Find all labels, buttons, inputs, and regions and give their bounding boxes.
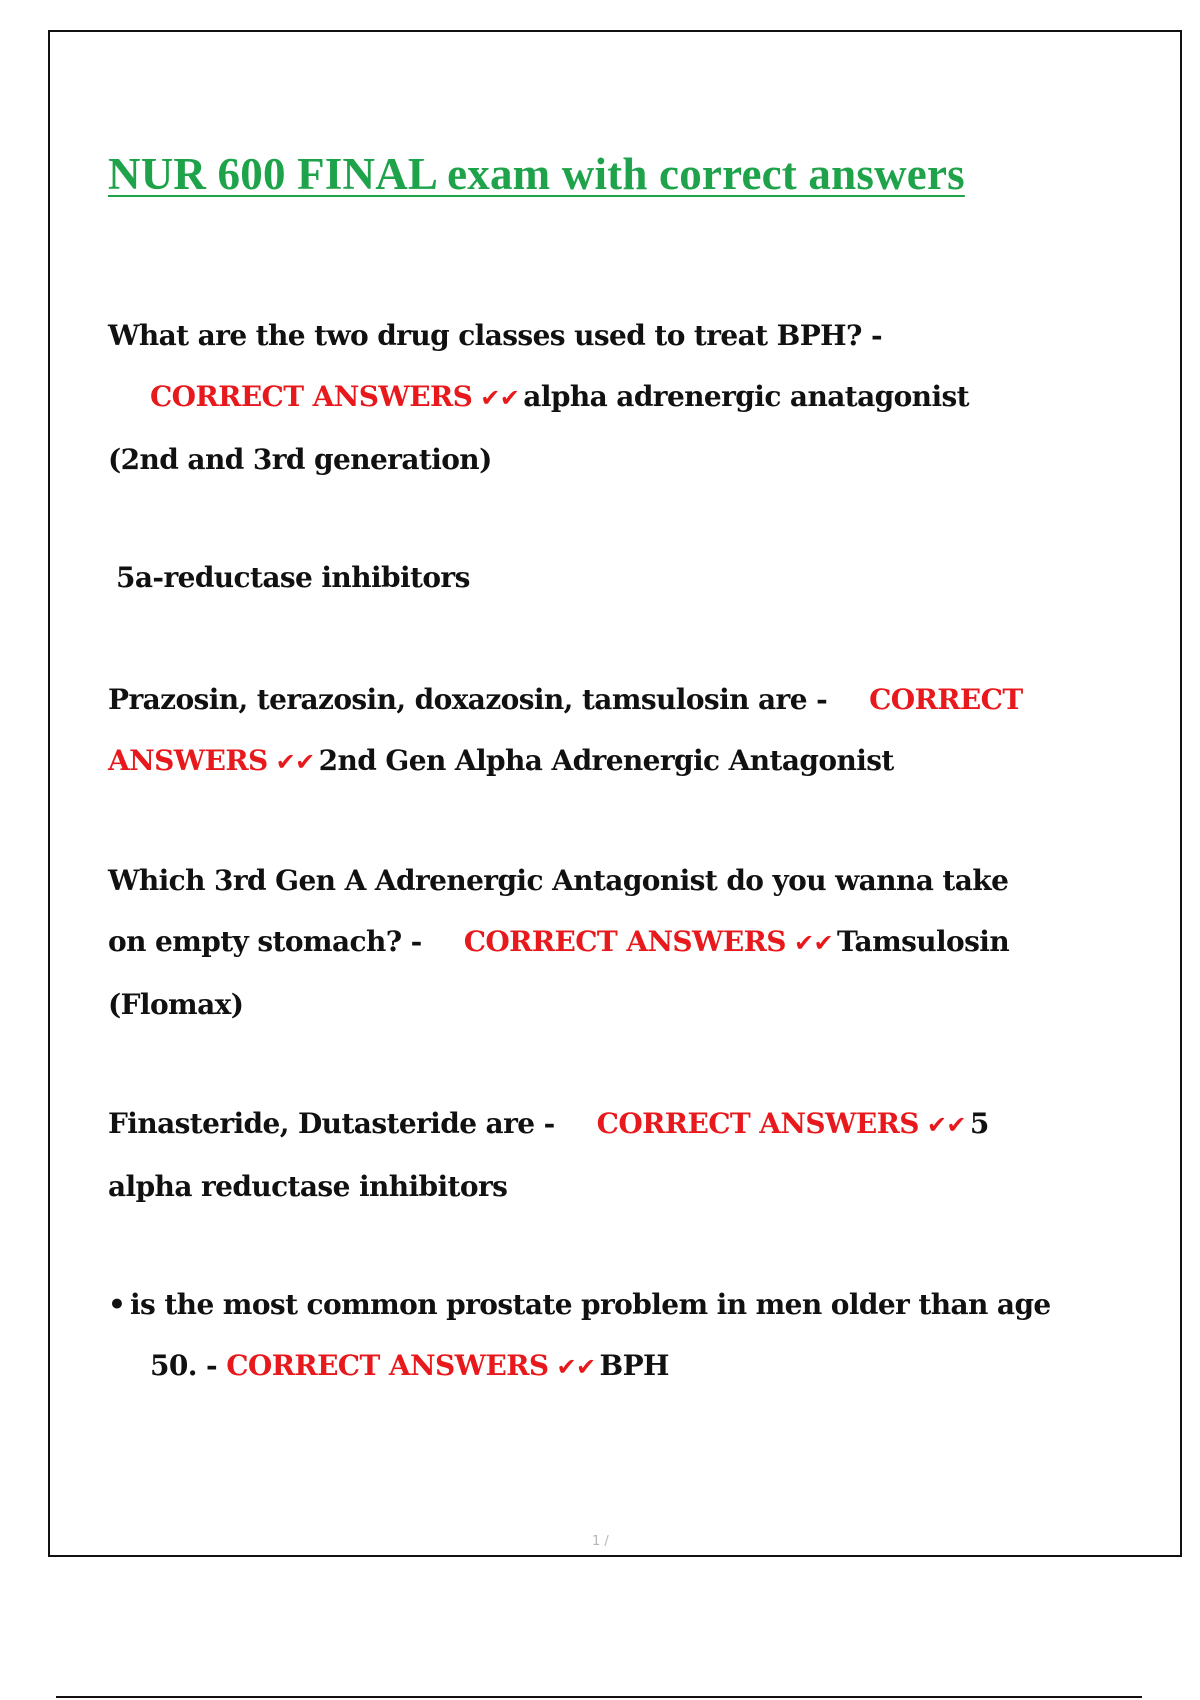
double-check-icon: ✔✔	[275, 748, 315, 776]
answer-text: Tamsulosin (Flomax)	[108, 925, 1010, 1021]
correct-answers-label: CORRECT ANSWERS	[226, 1349, 549, 1382]
answer-text: 2nd Gen Alpha Adrenergic Antagonist	[318, 744, 894, 777]
qa-item	[108, 1093, 1038, 1217]
double-check-icon: ✔✔	[793, 929, 833, 957]
page-divider	[56, 1696, 1142, 1698]
page-number: 1 /	[592, 1534, 609, 1549]
qa-item	[108, 1274, 1090, 1398]
qa-item	[108, 669, 1038, 793]
answer-text: alpha adrenergic anatagonist (2nd and 3rd generation)	[108, 380, 969, 476]
correct-answers-label: CORRECT ANSWERS	[150, 380, 473, 413]
correct-answers-label: CORRECT ANSWERS	[596, 1107, 919, 1140]
answer-text: BPH	[599, 1349, 669, 1382]
question-text: Which 3rd Gen A Adrenergic Antagonist do you wanna take on empty stomach? -	[108, 864, 1009, 958]
question-text: Finasteride, Dutasteride are -	[108, 1107, 555, 1140]
correct-answers-label: CORRECT ANSWERS	[108, 683, 1023, 777]
correct-answers-label: CORRECT ANSWERS	[463, 925, 786, 958]
double-check-icon: ✔✔	[926, 1111, 966, 1139]
answer-continuation: 5a-reductase inhibitors	[116, 561, 470, 594]
bullet-icon: •	[108, 1288, 126, 1321]
double-check-icon: ✔✔	[556, 1353, 596, 1381]
qa-item	[108, 850, 1038, 1035]
qa-item	[108, 305, 1038, 490]
document-title: NUR 600 FINAL exam with correct answers	[108, 149, 965, 199]
question-text: is the most common prostate problem in men older than age 50. -	[130, 1288, 1051, 1382]
double-check-icon: ✔✔	[480, 384, 520, 412]
question-text: Prazosin, terazosin, doxazosin, tamsulosin are -	[108, 683, 828, 716]
answer-text: 5 alpha reductase inhibitors	[108, 1107, 989, 1203]
question-text: What are the two drug classes used to treat BPH? -	[108, 319, 882, 352]
